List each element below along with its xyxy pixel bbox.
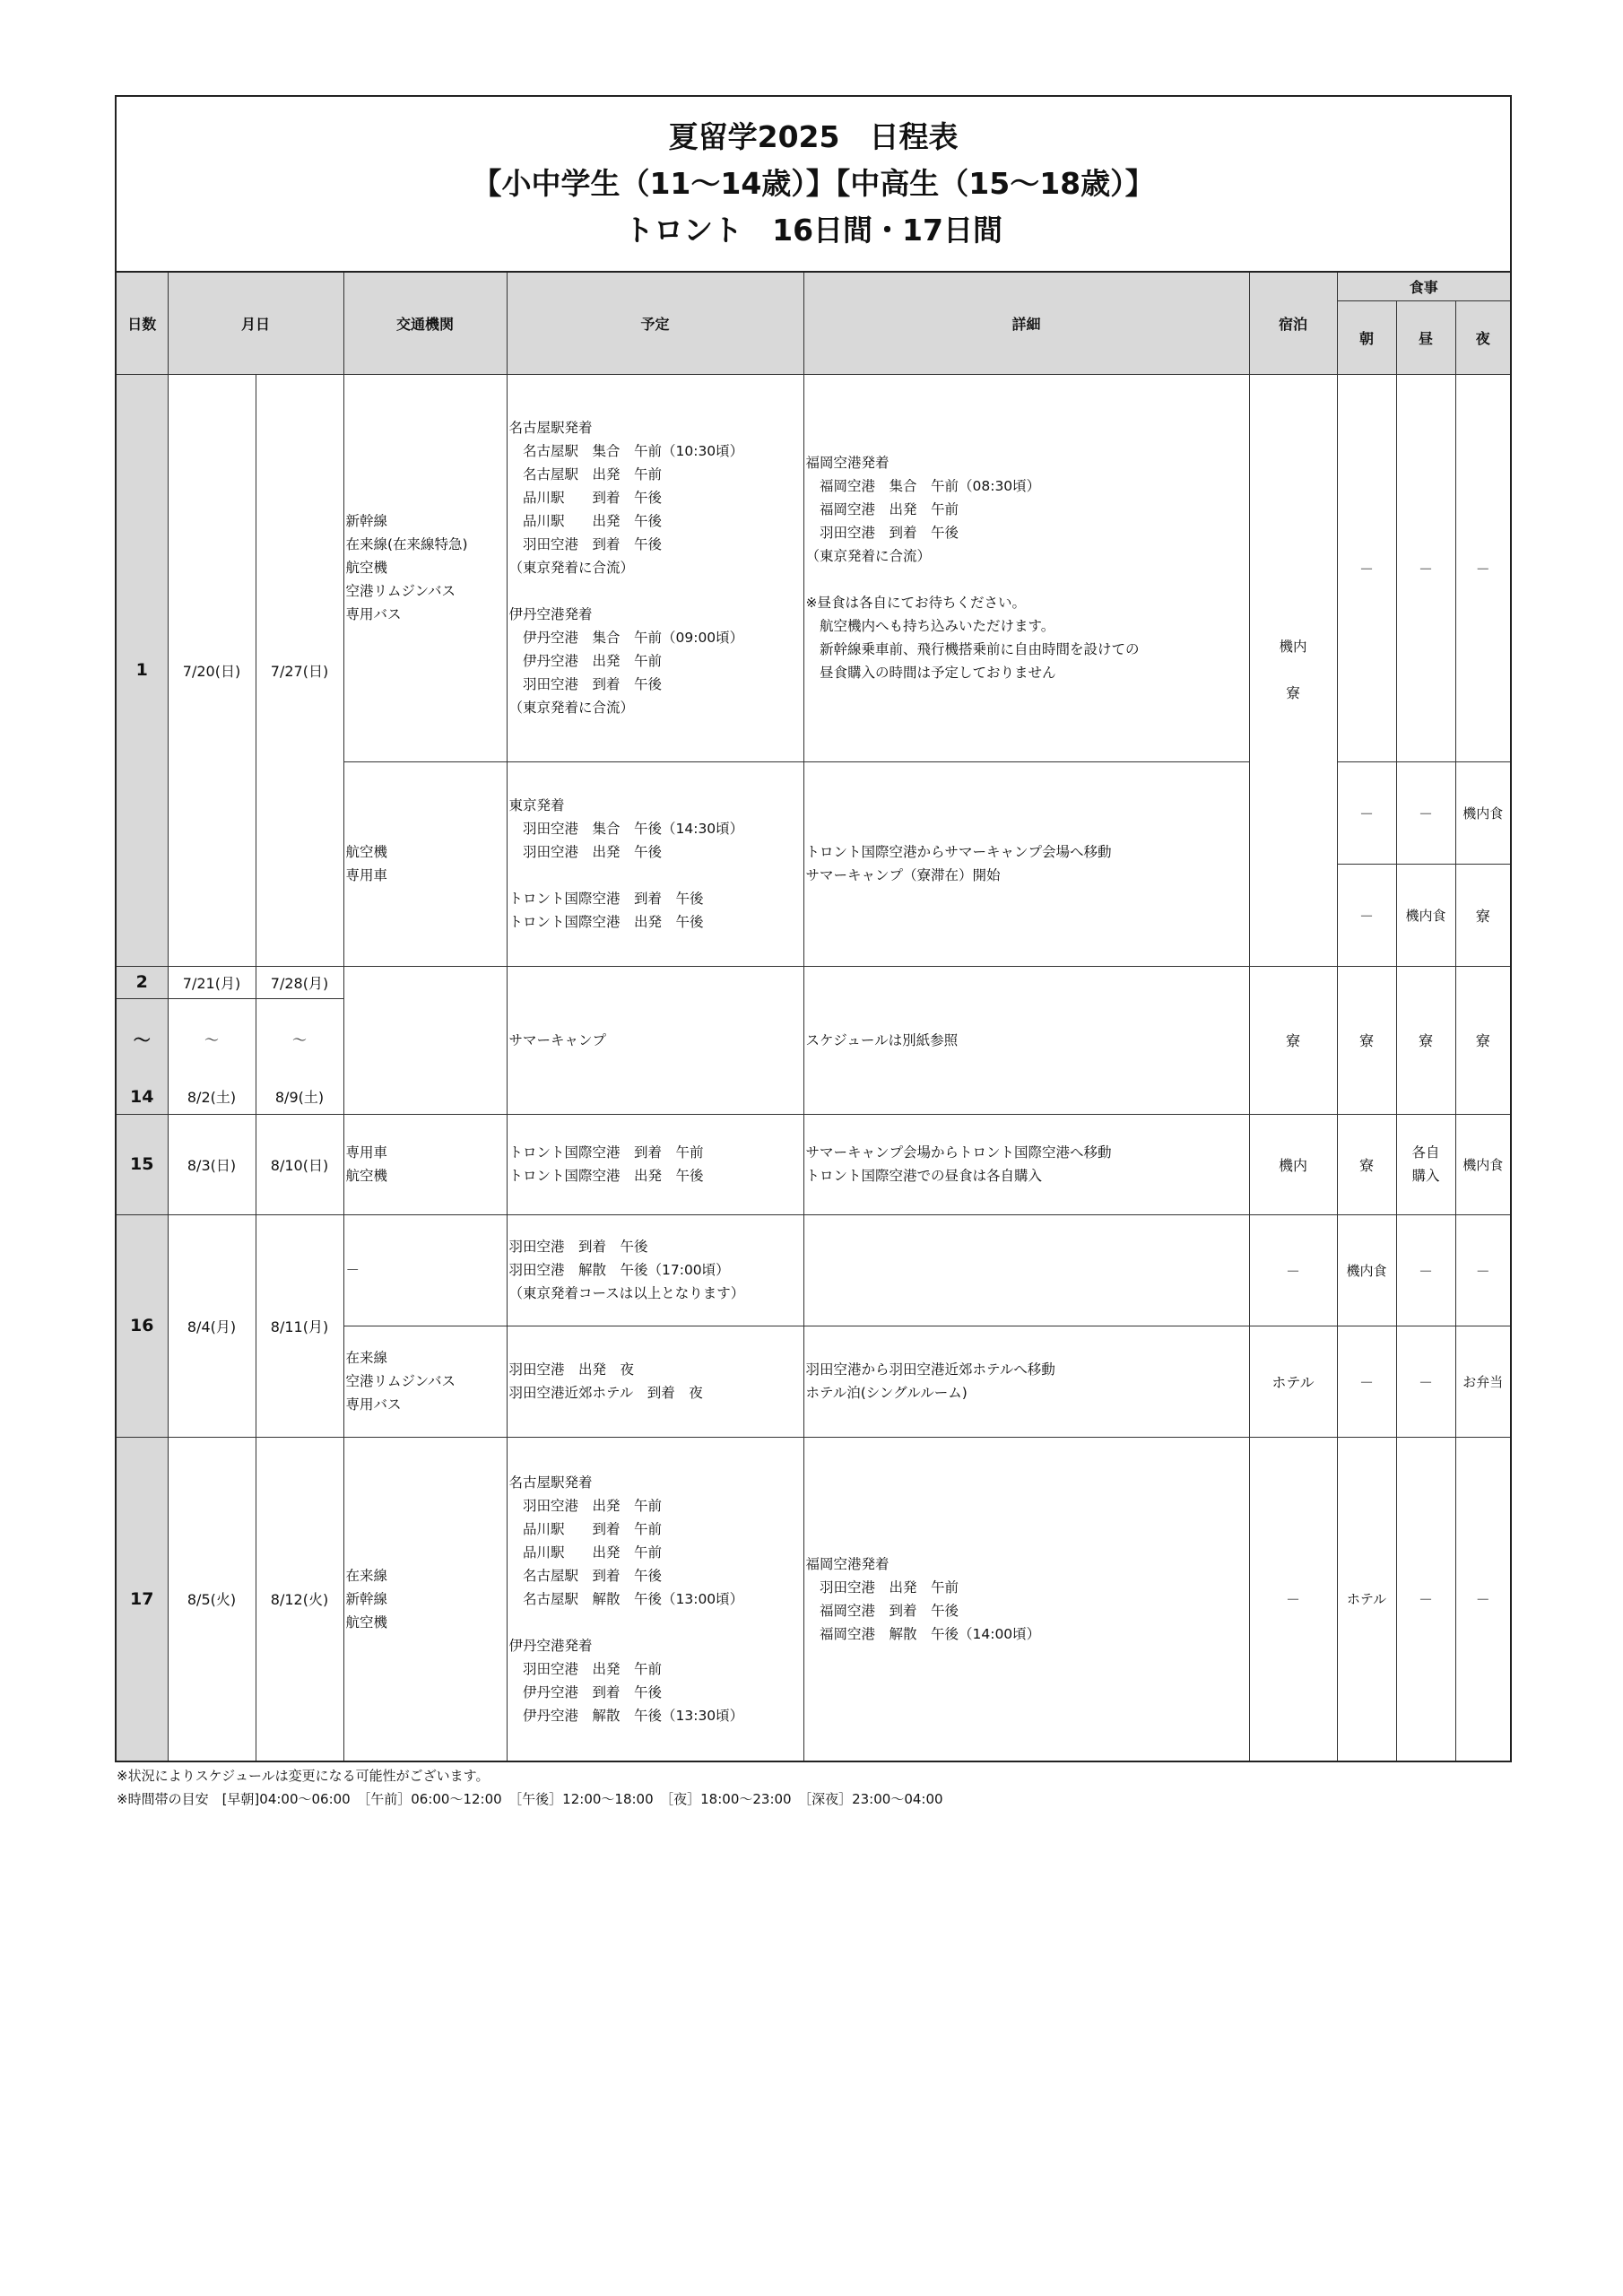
transport-cell: 在来線 新幹線 航空機 [343, 1437, 507, 1761]
day-number: 14 [116, 1080, 168, 1114]
header-lodging: 宿泊 [1249, 272, 1337, 374]
header-day: 日数 [116, 272, 168, 374]
meal-dinner: － [1455, 374, 1511, 761]
footnote-1: ※状況によりスケジュールは変更になる可能性がございます。 [117, 1768, 490, 1784]
title-line-2: 【小中学生（11～14歳）】【中高生（15～18歳）】 [472, 166, 1155, 201]
meal-dinner: － [1455, 1214, 1511, 1326]
detail-cell: 羽田空港から羽田空港近郊ホテルへ移動 ホテル泊(シングルルーム) [803, 1326, 1249, 1437]
header-lunch: 昼 [1396, 300, 1455, 374]
meal-dinner: － [1455, 1437, 1511, 1761]
date-cell: 8/10(日) [256, 1114, 343, 1214]
meal-breakfast: － [1337, 1326, 1396, 1437]
detail-cell [803, 1214, 1249, 1326]
detail-cell: スケジュールは別紙参照 [803, 966, 1249, 1114]
table-row [116, 1114, 1511, 1214]
meal-lunch: 各自 購入 [1396, 1114, 1455, 1214]
meal-breakfast: 機内食 [1337, 1214, 1396, 1326]
title-block [116, 96, 1511, 272]
meal-lunch: － [1396, 374, 1455, 761]
date-cell: ～ [168, 998, 256, 1080]
day-number: ～ [116, 998, 168, 1080]
lodging-cell: － [1249, 1437, 1337, 1761]
schedule-table [115, 95, 1512, 1762]
lodging-cell: 寮 [1249, 966, 1337, 1114]
schedule-page [115, 95, 1510, 1811]
date-cell: 8/2(土) [168, 1080, 256, 1114]
meal-dinner: 寮 [1455, 864, 1511, 966]
detail-cell: トロント国際空港からサマーキャンプ会場へ移動 サマーキャンプ（寮滞在）開始 [803, 761, 1249, 966]
lodging-cell: 機内 [1249, 1114, 1337, 1214]
footnote-2: ※時間帯の目安 [早朝]04:00～06:00 ［午前］06:00～12:00 ［午後］12:00～18:00 ［夜］18:00～23:00 ［深夜］23:00～04:00 [117, 1791, 943, 1807]
table-row [116, 1214, 1511, 1326]
date-cell: 7/28(月) [256, 966, 343, 998]
lodging-cell: ホテル [1249, 1326, 1337, 1437]
meal-lunch: － [1396, 1326, 1455, 1437]
title-line-3: トロント 16日間・17日間 [624, 213, 1002, 248]
date-cell: 8/12(火) [256, 1437, 343, 1761]
day-number: 1 [116, 374, 168, 966]
plan-cell: サマーキャンプ [507, 966, 803, 1114]
date-cell: 7/27(日) [256, 374, 343, 966]
table-row [116, 374, 1511, 761]
detail-cell: 福岡空港発着 福岡空港 集合 午前（08:30頃） 福岡空港 出発 午前 羽田空港 到着 午後 （東京発着に合流） ※昼食は各自にてお待ちください。 航空機内へも持ち込みいただけます。 新幹線乗車前、飛行機搭乗前に自由時間を設けての 昼食購入の時間は予定しておりません [803, 374, 1249, 761]
header-plan: 予定 [507, 272, 803, 374]
detail-cell: 福岡空港発着 羽田空港 出発 午前 福岡空港 到着 午後 福岡空港 解散 午後（14:00頃） [803, 1437, 1249, 1761]
meal-lunch: － [1396, 1437, 1455, 1761]
title-line-1: 夏留学2025 日程表 [668, 119, 959, 154]
header-date: 月日 [168, 272, 343, 374]
table-row [116, 1437, 1511, 1761]
lodging-cell: － [1249, 1214, 1337, 1326]
date-cell: ～ [256, 998, 343, 1080]
plan-cell: 東京発着 羽田空港 集合 午後（14:30頃） 羽田空港 出発 午後 トロント国際空港 到着 午後 トロント国際空港 出発 午後 [507, 761, 803, 966]
meal-dinner: 機内食 [1455, 1114, 1511, 1214]
day-number: 15 [116, 1114, 168, 1214]
transport-cell: 航空機 専用車 [343, 761, 507, 966]
meal-breakfast: － [1337, 761, 1396, 864]
day-number: 2 [116, 966, 168, 998]
header-detail: 詳細 [803, 272, 1249, 374]
plan-cell: 羽田空港 出発 夜 羽田空港近郊ホテル 到着 夜 [507, 1326, 803, 1437]
plan-cell: トロント国際空港 到着 午前 トロント国際空港 出発 午後 [507, 1114, 803, 1214]
meal-dinner: 寮 [1455, 966, 1511, 1114]
meal-dinner: 機内食 [1455, 761, 1511, 864]
transport-cell: 在来線 空港リムジンバス 専用バス [343, 1326, 507, 1437]
header-meals: 食事 [1337, 272, 1511, 300]
transport-cell [343, 966, 507, 1114]
date-cell: 8/3(日) [168, 1114, 256, 1214]
meal-breakfast: ホテル [1337, 1437, 1396, 1761]
transport-cell: 新幹線 在来線(在来線特急) 航空機 空港リムジンバス 専用バス [343, 374, 507, 761]
table-row [116, 966, 1511, 998]
header-transport: 交通機関 [343, 272, 507, 374]
plan-cell: 名古屋駅発着 羽田空港 出発 午前 品川駅 到着 午前 品川駅 出発 午前 名古屋駅 到着 午後 名古屋駅 解散 午後（13:00頃） 伊丹空港発着 羽田空港 出発 午前 伊丹空港 到着 午後 伊丹空港 解散 午後（13:30頃） [507, 1437, 803, 1761]
plan-cell: 名古屋駅発着 名古屋駅 集合 午前（10:30頃） 名古屋駅 出発 午前 品川駅 到着 午後 品川駅 出発 午後 羽田空港 到着 午後 （東京発着に合流） 伊丹空港発着 伊丹空港 集合 午前（09:00頃） 伊丹空港 出発 午前 羽田空港 到着 午後 （東京発着に合流） [507, 374, 803, 761]
day-number: 17 [116, 1437, 168, 1761]
meal-breakfast: － [1337, 864, 1396, 966]
meal-lunch: 機内食 [1396, 864, 1455, 966]
date-cell: 8/4(月) [168, 1214, 256, 1437]
transport-cell: 専用車 航空機 [343, 1114, 507, 1214]
transport-cell: － [343, 1214, 507, 1326]
date-cell: 8/5(火) [168, 1437, 256, 1761]
meal-breakfast: － [1337, 374, 1396, 761]
plan-cell: 羽田空港 到着 午後 羽田空港 解散 午後（17:00頃） （東京発着コースは以上となります） [507, 1214, 803, 1326]
meal-lunch: 寮 [1396, 966, 1455, 1114]
meal-lunch: － [1396, 761, 1455, 864]
lodging-cell: 機内 寮 [1249, 374, 1337, 966]
meal-breakfast: 寮 [1337, 966, 1396, 1114]
date-cell: 8/9(土) [256, 1080, 343, 1114]
date-cell: 7/20(日) [168, 374, 256, 966]
header-breakfast: 朝 [1337, 300, 1396, 374]
date-cell: 7/21(月) [168, 966, 256, 998]
meal-lunch: － [1396, 1214, 1455, 1326]
meal-dinner: お弁当 [1455, 1326, 1511, 1437]
detail-cell: サマーキャンプ会場からトロント国際空港へ移動 トロント国際空港での昼食は各自購入 [803, 1114, 1249, 1214]
meal-breakfast: 寮 [1337, 1114, 1396, 1214]
header-dinner: 夜 [1455, 300, 1511, 374]
day-number: 16 [116, 1214, 168, 1437]
date-cell: 8/11(月) [256, 1214, 343, 1437]
